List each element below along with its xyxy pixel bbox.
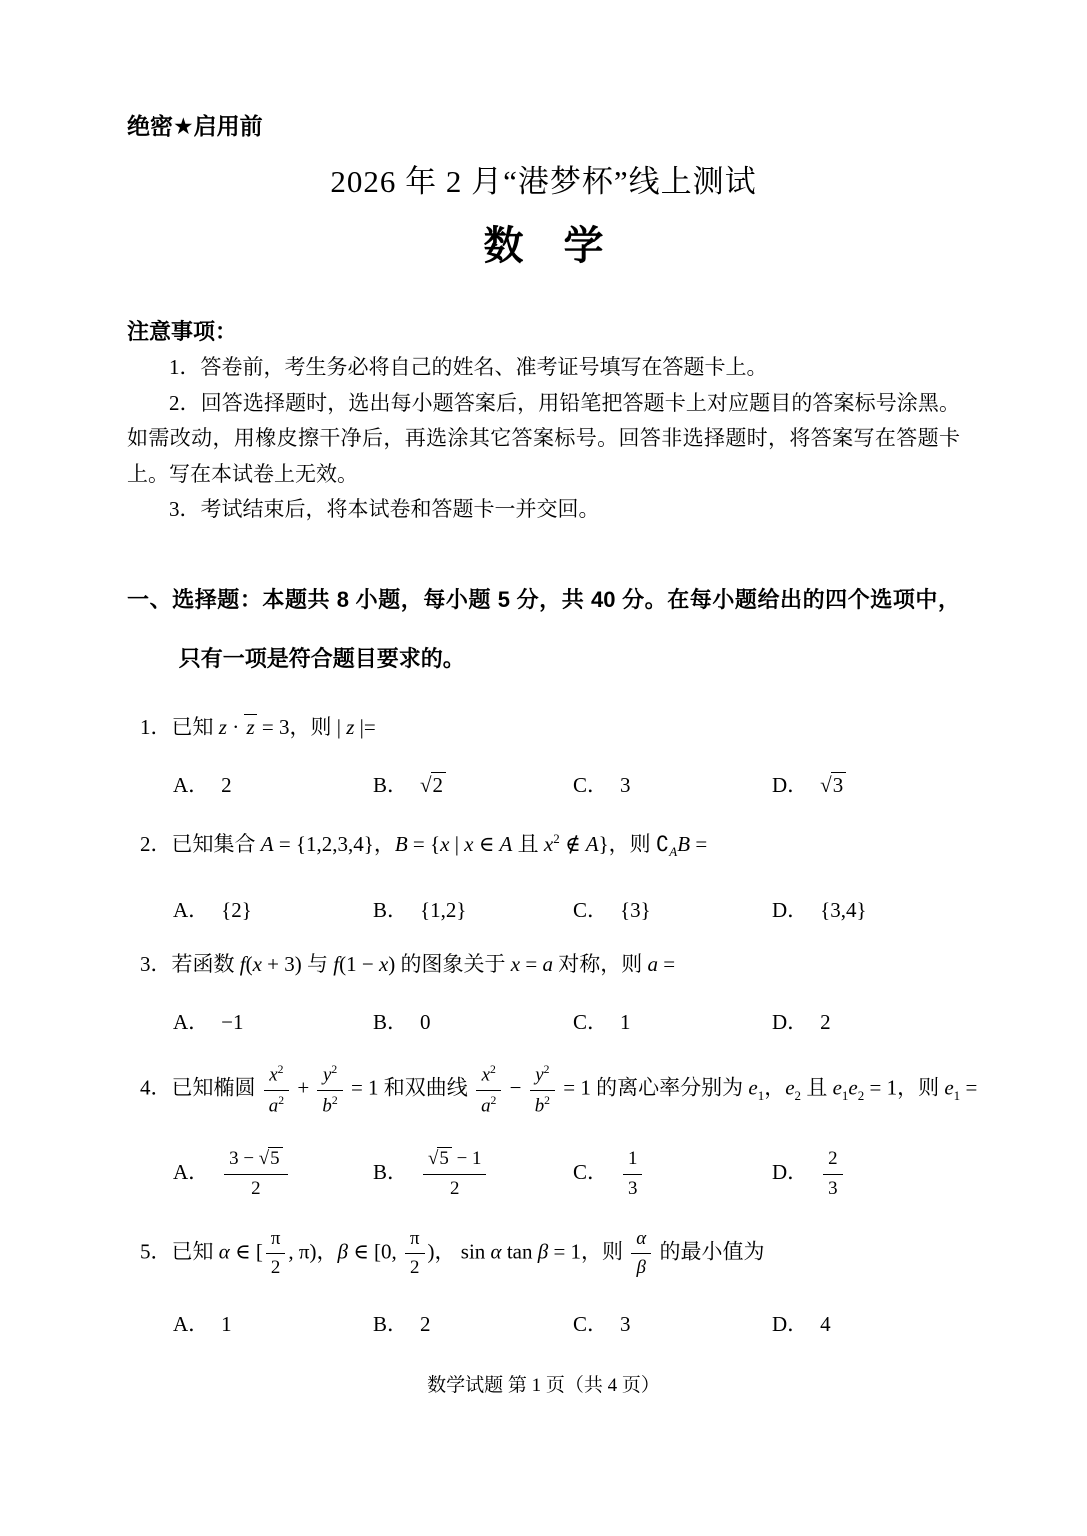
question-3-options [127, 1007, 960, 1037]
math-variable: y [322, 1063, 332, 1085]
fraction-numerator [264, 1061, 289, 1091]
math-variable: e [785, 1075, 795, 1100]
option-label: A． [173, 1159, 210, 1184]
option-label: D． [772, 897, 809, 922]
question-5-stem [127, 1226, 960, 1281]
math-variable: e [832, 1075, 842, 1100]
question-4 [127, 1061, 978, 1202]
math-text: 2 [270, 1257, 281, 1279]
question-5-option-B [373, 1309, 573, 1339]
fraction-numerator [623, 1146, 642, 1175]
fraction-denominator [823, 1175, 842, 1202]
math-text: 的最小值为 [654, 1238, 765, 1263]
math-variable: b [322, 1094, 332, 1116]
math-text: 3 [620, 772, 631, 797]
option-label: B． [373, 897, 409, 922]
math-text: 且 [512, 831, 544, 856]
math-text: |= [354, 714, 376, 739]
math-text: 2 [449, 1178, 460, 1200]
fraction-denominator [266, 1254, 286, 1281]
math-text: 3 [620, 1311, 631, 1336]
fraction-denominator [631, 1254, 651, 1281]
fraction-denominator [476, 1091, 501, 1119]
option-label: A． [173, 897, 210, 922]
math-fraction [405, 1226, 425, 1281]
math-superscript: 2 [331, 1093, 338, 1107]
question-2-option-D [772, 895, 960, 925]
fraction-denominator [264, 1091, 289, 1119]
math-text: 3 − [229, 1148, 259, 1170]
question-4-stem [127, 1061, 978, 1119]
math-variable: x [378, 951, 389, 976]
math-text: = [520, 951, 543, 976]
question-3-option-B [373, 1007, 573, 1037]
fraction-numerator [266, 1226, 286, 1255]
option-label: C． [573, 1009, 609, 1034]
math-sqrt [420, 773, 446, 797]
question-1 [127, 712, 960, 800]
question-4-option-A [173, 1146, 373, 1201]
math-text: + 3) 与 [261, 951, 334, 976]
option-label: A． [173, 772, 210, 797]
math-fraction [317, 1061, 342, 1119]
math-variable: x [481, 1063, 490, 1085]
math-text: 1 [221, 1311, 232, 1336]
option-label: D． [772, 772, 809, 797]
math-subscript: 1 [953, 1087, 961, 1103]
question-4-option-D [772, 1146, 960, 1201]
option-label: D． [772, 1311, 809, 1336]
radicand: 5 [268, 1147, 282, 1169]
radical-sign-icon: √ [258, 1148, 270, 1170]
question-2-stem [127, 824, 960, 867]
questions-list [127, 712, 978, 1339]
option-label: C． [573, 897, 609, 922]
math-subscript: 1 [757, 1087, 765, 1103]
math-fraction [623, 1146, 642, 1201]
fraction-denominator [623, 1175, 642, 1202]
question-5-option-A [173, 1309, 373, 1339]
math-text: 2 [221, 772, 232, 797]
radical-sign-icon: √ [820, 772, 832, 797]
math-fraction [823, 1146, 842, 1201]
math-superscript: 2 [543, 1062, 550, 1076]
classification-label: 绝密★启用前 [127, 113, 263, 139]
math-variable: f [239, 951, 246, 976]
math-subscript: 2 [857, 1087, 865, 1103]
math-text: π [410, 1227, 420, 1249]
math-text: 1．已知 [140, 714, 219, 739]
math-superscript: 2 [489, 1062, 496, 1076]
math-text: {2} [221, 897, 252, 922]
math-text: 0 [420, 1009, 431, 1034]
radical-sign-icon: √ [420, 772, 432, 797]
math-text: − [504, 1075, 527, 1100]
fraction-denominator [423, 1175, 486, 1202]
math-text: 2 [410, 1257, 420, 1279]
radicand: 3 [831, 772, 847, 796]
fraction-denominator [317, 1091, 342, 1119]
math-variable: A [260, 831, 274, 856]
fraction-denominator [405, 1254, 425, 1281]
math-superscript: 2 [278, 1093, 285, 1107]
question-4-options [127, 1146, 960, 1201]
option-label: B． [373, 1159, 409, 1184]
math-subscript: 2 [794, 1087, 802, 1103]
math-text: 对称，则 [552, 951, 648, 976]
math-variable: y [535, 1063, 544, 1085]
fraction-numerator [405, 1226, 425, 1255]
fraction-numerator [476, 1061, 501, 1091]
math-text: | [449, 831, 465, 856]
math-text: 且 [801, 1075, 833, 1100]
math-text: {3} [620, 897, 651, 922]
math-text: = [657, 951, 676, 976]
math-text: 4．已知椭圆 [140, 1075, 261, 1100]
math-text: 2 [820, 1009, 831, 1034]
math-text: = 1 和双曲线 [345, 1075, 474, 1100]
option-label: C． [573, 772, 609, 797]
math-text: = [690, 831, 708, 856]
math-variable: α [636, 1227, 647, 1249]
math-text: tan [501, 1238, 538, 1263]
math-text: {3,4} [820, 897, 867, 922]
math-text: · [226, 714, 245, 739]
question-1-stem [127, 712, 960, 742]
math-superscript: 2 [277, 1062, 284, 1076]
math-variable: z [346, 714, 355, 739]
math-variable: x [510, 951, 521, 976]
math-text: 1 [628, 1148, 638, 1170]
question-2 [127, 824, 960, 925]
option-label: B． [373, 1009, 409, 1034]
notice-item-1: 1．答卷前，考生务必将自己的姓名、准考证号填写在答题卡上。 [169, 355, 768, 379]
math-text: 4 [820, 1311, 831, 1336]
math-text: , π)， [288, 1238, 338, 1263]
fraction-numerator [530, 1061, 555, 1091]
math-text: = 1，则 [864, 1075, 945, 1100]
option-label: C． [573, 1159, 609, 1184]
notice-item-2: 2．回答选择题时，选出每小题答案后，用铅笔把答题卡上对应题目的答案标号涂黑。如需改动，用橡皮擦干净后，再选涂其它答案标号。回答非选择题时，将答案写在答题卡上。写在本试卷上无效。 [127, 390, 960, 486]
radical-sign-icon: √ [428, 1148, 439, 1170]
question-5 [127, 1226, 960, 1339]
math-superscript: 2 [490, 1093, 497, 1107]
math-fraction [266, 1226, 286, 1281]
math-text: ∈ [473, 831, 500, 856]
exam-title: 2026 年 2 月“港梦杯”线上测试 [330, 164, 757, 199]
math-text: 3．若函数 [140, 951, 240, 976]
math-variable: b [534, 1094, 545, 1116]
notice-section [127, 313, 960, 528]
math-text: ∈ [0, [347, 1238, 402, 1263]
math-variable: α [490, 1238, 502, 1263]
section-one-heading: 一、选择题：本题共 8 小题，每小题 5 分，共 40 分。在每小题给出的四个选项中，只有一项是符合题目要求的。 [127, 586, 960, 671]
math-sqrt [259, 1148, 283, 1169]
math-variable: x [269, 1063, 278, 1085]
question-3 [127, 949, 960, 1037]
question-5-option-C [573, 1309, 772, 1339]
math-variable: β [537, 1238, 549, 1263]
question-2-option-B [373, 895, 573, 925]
notice-heading: 注意事项： [127, 319, 238, 344]
math-text: ∉ [559, 831, 586, 856]
subject-title: 数 学 [483, 224, 604, 268]
math-variable: x [464, 831, 474, 856]
math-variable: x [440, 831, 450, 856]
math-text: {1,2} [420, 897, 467, 922]
math-text: = 1，则 [548, 1238, 629, 1263]
question-5-options [127, 1309, 960, 1339]
math-variable: A [585, 831, 599, 856]
math-text: − 1 [451, 1148, 482, 1170]
math-text: = 3，则 | [256, 714, 347, 739]
math-variable: e [848, 1075, 858, 1100]
math-text: (1 − [339, 951, 379, 976]
option-label: A． [173, 1311, 210, 1336]
math-sqrt [820, 773, 846, 797]
math-text: = {1,2,3,4}， [273, 831, 395, 856]
math-subscript: 1 [841, 1087, 849, 1103]
option-label: D． [772, 1009, 809, 1034]
question-3-option-A [173, 1007, 373, 1037]
math-fraction [224, 1146, 287, 1201]
question-2-option-A [173, 895, 373, 925]
math-variable: β [337, 1238, 348, 1263]
option-label: A． [173, 1009, 210, 1034]
fraction-denominator [530, 1091, 555, 1119]
fraction-numerator [631, 1226, 651, 1255]
math-text: 2 [420, 1311, 431, 1336]
math-text: 2 [828, 1148, 838, 1170]
math-variable: z [218, 714, 227, 739]
math-overline: z [246, 714, 255, 739]
math-fraction [264, 1061, 289, 1119]
math-superscript: 2 [544, 1093, 551, 1107]
option-label: B． [373, 1311, 409, 1336]
math-variable: β [636, 1257, 646, 1279]
math-variable: x [252, 951, 262, 976]
math-text: }，则 ∁ [598, 831, 670, 856]
page-footer: 数学试题 第 1 页（共 4 页） [427, 1374, 660, 1396]
math-variable: A [499, 831, 513, 856]
math-text: 2．已知集合 [140, 831, 261, 856]
question-1-option-C [573, 770, 772, 800]
math-text: ， [764, 1075, 786, 1100]
question-1-option-B [373, 770, 573, 800]
math-text: = { [407, 831, 441, 856]
math-text: 3 [628, 1178, 638, 1200]
math-text: 3 [828, 1178, 838, 1200]
math-fraction [530, 1061, 555, 1119]
math-variable: a [268, 1094, 279, 1116]
math-subscript: A [669, 843, 678, 859]
option-label: D． [772, 1159, 809, 1184]
math-text: ) 的图象关于 [388, 951, 511, 976]
fraction-numerator [423, 1146, 486, 1175]
question-1-option-D [772, 770, 960, 800]
option-label: B． [373, 772, 409, 797]
fraction-denominator [224, 1175, 287, 1202]
math-text: −1 [221, 1009, 244, 1034]
math-fraction [631, 1226, 651, 1281]
question-5-option-D [772, 1309, 960, 1339]
math-variable: f [333, 951, 340, 976]
math-variable: a [481, 1094, 491, 1116]
math-superscript: 2 [553, 830, 560, 846]
math-text: ( [245, 951, 253, 976]
math-variable: e [748, 1075, 758, 1100]
question-2-option-C [573, 895, 772, 925]
fraction-numerator [224, 1146, 287, 1175]
question-1-option-A [173, 770, 373, 800]
math-superscript: 2 [331, 1062, 338, 1076]
math-variable: a [647, 951, 658, 976]
math-variable: e [944, 1075, 954, 1100]
math-variable: x [543, 831, 554, 856]
math-text: π [270, 1227, 281, 1249]
math-text: = 1 的离心率分别为 [558, 1075, 749, 1100]
question-1-options [127, 770, 960, 800]
question-2-options [127, 895, 960, 925]
question-3-stem [127, 949, 960, 979]
fraction-numerator [317, 1061, 342, 1091]
question-4-option-C [573, 1146, 772, 1201]
question-3-option-D [772, 1007, 960, 1037]
math-text: )， sin [427, 1238, 491, 1263]
option-label: C． [573, 1311, 609, 1336]
math-variable: a [542, 951, 553, 976]
math-text: ∈ [ [229, 1238, 263, 1263]
radicand: 5 [437, 1147, 451, 1169]
math-fraction [476, 1061, 501, 1119]
math-variable: B [677, 831, 691, 856]
notice-item-3: 3．考试结束后，将本试卷和答题卡一并交回。 [169, 497, 600, 521]
question-4-option-B [373, 1146, 573, 1201]
math-text: 1 [620, 1009, 631, 1034]
math-text: 2 [251, 1178, 261, 1200]
math-text: = [960, 1075, 978, 1100]
math-text: 5．已知 [140, 1238, 219, 1263]
math-variable: α [218, 1238, 230, 1263]
question-3-option-C [573, 1007, 772, 1037]
fraction-numerator [823, 1146, 842, 1175]
math-variable: B [394, 831, 408, 856]
math-sqrt [428, 1148, 452, 1169]
math-fraction [423, 1146, 486, 1201]
math-text: + [292, 1075, 315, 1100]
radicand: 2 [431, 772, 447, 796]
